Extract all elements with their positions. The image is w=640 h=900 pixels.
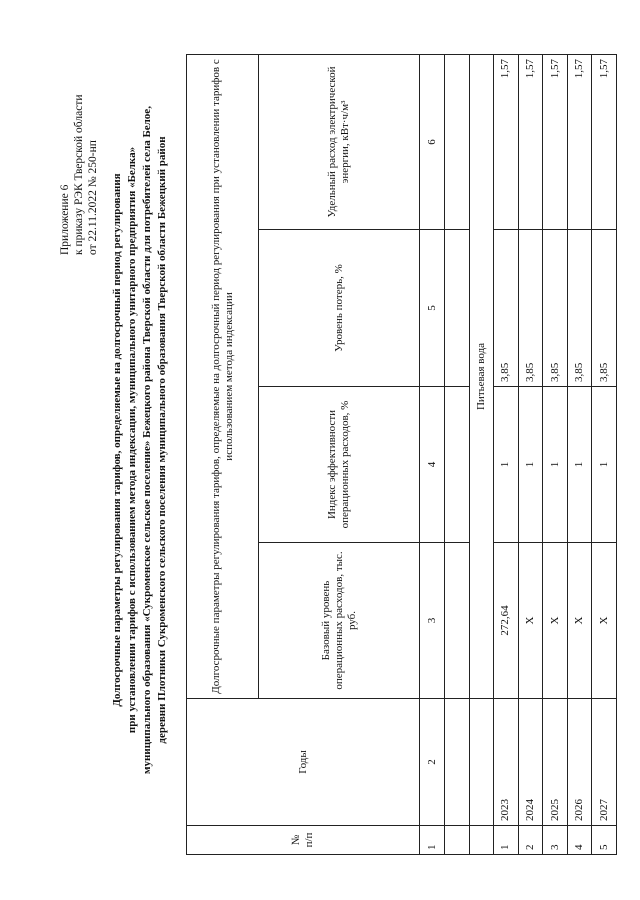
row-num: 3 bbox=[543, 826, 568, 855]
row-energy: 1,57 bbox=[518, 54, 543, 229]
title-line: Долгосрочные параметры регулирования тарифов, определяемые на долгосрочный период регулирования bbox=[111, 173, 123, 707]
empty-row bbox=[444, 54, 469, 854]
row-losses: 3,85 bbox=[543, 230, 568, 387]
row-num: 2 bbox=[518, 826, 543, 855]
row-base-level: X bbox=[518, 543, 543, 699]
row-energy: 1,57 bbox=[543, 54, 568, 229]
row-num: 1 bbox=[494, 826, 519, 855]
table-row bbox=[543, 54, 568, 854]
appendix-line: к приказу РЭК Тверской области bbox=[73, 94, 85, 255]
section-row bbox=[469, 54, 494, 854]
column-number: 6 bbox=[420, 54, 445, 229]
row-losses: 3,85 bbox=[567, 230, 592, 387]
table-row bbox=[494, 54, 519, 854]
row-efficiency: 1 bbox=[567, 387, 592, 543]
column-number: 4 bbox=[420, 387, 445, 543]
header-base-level: Базовый уровень операционных расходов, тыс. руб. bbox=[259, 543, 420, 699]
row-efficiency: 1 bbox=[494, 387, 519, 543]
table-row bbox=[567, 54, 592, 854]
column-number: 1 bbox=[420, 826, 445, 855]
row-base-level: 272,64 bbox=[494, 543, 519, 699]
row-base-level: X bbox=[543, 543, 568, 699]
row-base-level: X bbox=[592, 543, 617, 699]
header-losses: Уровень потерь, % bbox=[259, 230, 420, 387]
header-group: Долгосрочные параметры регулирования тарифов, определяемые на долгосрочный период регулирования при установлении тарифов с использованием метода индексации bbox=[187, 54, 259, 698]
row-num: 5 bbox=[592, 826, 617, 855]
row-losses: 3,85 bbox=[518, 230, 543, 387]
row-base-level: X bbox=[567, 543, 592, 699]
row-year: 2025 bbox=[543, 699, 568, 826]
column-numbers-row bbox=[420, 54, 445, 854]
row-efficiency: 1 bbox=[543, 387, 568, 543]
header-years: Годы bbox=[187, 699, 420, 826]
table-header-row bbox=[187, 54, 259, 854]
column-number: 2 bbox=[420, 699, 445, 826]
row-year: 2026 bbox=[567, 699, 592, 826]
row-losses: 3,85 bbox=[494, 230, 519, 387]
column-number: 5 bbox=[420, 230, 445, 387]
row-year: 2027 bbox=[592, 699, 617, 826]
appendix-block bbox=[58, 25, 100, 255]
row-year: 2023 bbox=[494, 699, 519, 826]
row-losses: 3,85 bbox=[592, 230, 617, 387]
row-efficiency: 1 bbox=[592, 387, 617, 543]
header-efficiency: Индекс эффективности операционных расходов, % bbox=[259, 387, 420, 543]
section-label: Питьевая вода bbox=[469, 54, 494, 698]
appendix-line: Приложение 6 bbox=[59, 184, 71, 255]
document-title bbox=[110, 40, 170, 840]
table-row bbox=[518, 54, 543, 854]
row-efficiency: 1 bbox=[518, 387, 543, 543]
column-number: 3 bbox=[420, 543, 445, 699]
row-energy: 1,57 bbox=[592, 54, 617, 229]
row-year: 2024 bbox=[518, 699, 543, 826]
header-energy: Удельный расход электрической энергии, кВт·ч/м³ bbox=[259, 54, 420, 229]
table-row bbox=[592, 54, 617, 854]
row-energy: 1,57 bbox=[567, 54, 592, 229]
title-line: деревни Плотники Сукроменского сельского поселения муниципального образования Тверской области Бежецкий район bbox=[156, 136, 168, 744]
row-energy: 1,57 bbox=[494, 54, 519, 229]
parameters-table bbox=[186, 54, 617, 855]
appendix-line: от 22.11.2022 № 250-нп bbox=[87, 140, 99, 255]
title-line: муниципального образования «Сукроменское сельское поселение» Бежецкого района Тверской области для потребителей села Белое, bbox=[141, 106, 153, 774]
header-num: № п/п bbox=[187, 826, 420, 855]
row-num: 4 bbox=[567, 826, 592, 855]
title-line: при установлении тарифов с использованием метода индексации, муниципального унитарного предприятия «Белка» bbox=[126, 146, 138, 734]
